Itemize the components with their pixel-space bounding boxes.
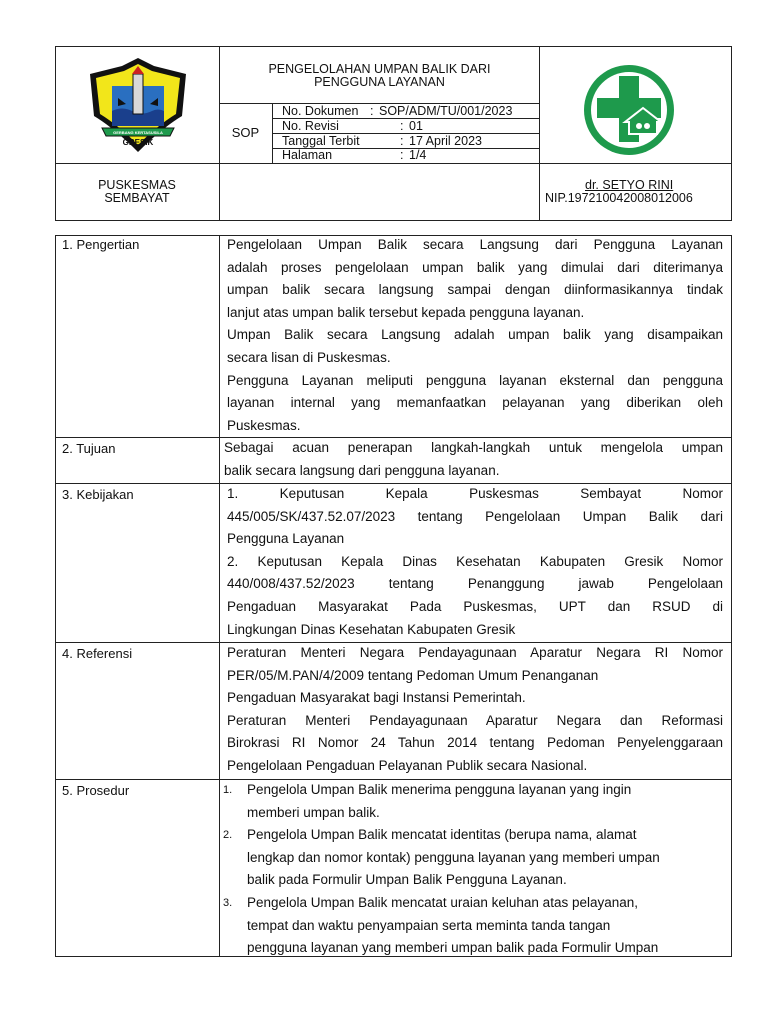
list-item-number: 1. [223, 784, 233, 796]
text-line: Pengelola Umpan Balik mencatat identitas (berupa nama, alamat [247, 827, 637, 843]
meta-label: Halaman [282, 148, 333, 162]
list-item-number: 2. [223, 829, 233, 842]
section-body-prosedur [223, 779, 720, 960]
text-line: tempat dan waktu penyampaian serta meminta tanda tangan [247, 917, 611, 933]
text-line: secara lisan di Puskesmas. [227, 349, 391, 365]
section-body-pengertian [227, 234, 723, 437]
meta-value: 01 [409, 119, 423, 133]
meta-value: 17 April 2023 [409, 134, 482, 148]
procedure-list [223, 779, 720, 960]
section-label-prosedur: 5. Prosedur [62, 783, 130, 798]
section-label-kebijakan: 3. Kebijakan [62, 487, 134, 502]
meta-value: SOP/ADM/TU/001/2023 [379, 104, 513, 118]
list-item [223, 892, 720, 960]
text-line: balik pada Formulir Umpan Balik Pengguna Layanan. [247, 872, 567, 888]
list-item-number: 3. [223, 896, 233, 909]
list-item [223, 779, 720, 824]
section-body-referensi [227, 642, 723, 778]
organization-name-line1: PUSKESMAS [98, 178, 176, 192]
text-line: Puskesmas. [227, 417, 301, 433]
text-line: Umpan Balik secara Langsung adalah umpan balik yang disampaikan [227, 327, 723, 343]
document-title-line1: PENGELOLAHAN UMPAN BALIK DARI [268, 62, 491, 76]
text-line: Pengaduan Masyarakat Pada Puskesmas, UPT dan RSUD di [227, 598, 723, 614]
text-line: lanjut atas umpan balik tersebut kepada pengguna layanan. [227, 304, 585, 320]
text-line: Pengguna Layanan meliputi pengguna layanan eksternal dan pengguna [227, 372, 723, 388]
text-line: adalah proses pengelolaan umpan balik yang dimulai dari diterimanya [227, 259, 723, 275]
document-title-line2: PENGGUNA LAYANAN [314, 75, 445, 89]
gresik-logo [82, 56, 194, 156]
meta-sep: : [400, 134, 404, 148]
sop-label: SOP [231, 125, 260, 140]
text-line: lengkap dan nomor kontak) pengguna layanan yang memberi umpan [247, 849, 660, 865]
section-label-tujuan: 2. Tujuan [62, 441, 116, 456]
meta-sep: : [400, 119, 404, 133]
text-line: balik secara langsung dari pengguna layanan. [224, 462, 500, 478]
text-line: umpan balik secara langsung sampai dengan diinformasikannya tindak [227, 282, 723, 298]
text-line: Pengelola Umpan Balik mencatat uraian keluhan atas pelayanan, [247, 894, 639, 910]
text-line: Peraturan Menteri Pendayagunaan Aparatur Negara dan Reformasi [227, 712, 723, 728]
section-body-tujuan [224, 437, 723, 482]
text-line: pengguna layanan yang memberi umpan balik pada Formulir Umpan [247, 940, 659, 956]
organization-name-line2: SEMBAYAT [104, 191, 170, 205]
puskesmas-logo [581, 62, 677, 158]
logo-gresik-text: GRESIK [122, 138, 154, 147]
text-line: PER/05/M.PAN/4/2009 tentang Pedoman Umum Penanganan [227, 667, 599, 683]
signer-nip: NIP.197210042008012006 [545, 191, 693, 205]
text-line: Pengelola Umpan Balik menerima pengguna layanan yang ingin [247, 782, 632, 797]
text-line: Pengguna Layanan [227, 531, 345, 547]
text-line: 445/005/SK/437.52.07/2023 tentang Pengelolaan Umpan Balik dari [227, 508, 723, 524]
text-line: 440/008/437.52/2023 tentang Penanggung jawab Pengelolaan [227, 576, 723, 592]
text-line: memberi umpan balik. [247, 804, 380, 820]
meta-value: 1/4 [409, 148, 427, 162]
section-label-referensi: 4. Referensi [62, 646, 133, 661]
text-line: Pengelolaan Umpan Balik secara Langsung dari Pengguna Layanan [227, 237, 723, 252]
text-line: Birokrasi RI Nomor 24 Tahun 2014 tentang Pedoman Penyelenggaraan [227, 735, 723, 751]
text-line: Lingkungan Dinas Kesehatan Kabupaten Gresik [227, 621, 516, 637]
text-line: layanan internal yang memanfaatkan pelayanan yang diberikan oleh [227, 395, 723, 411]
meta-label: No. Revisi [282, 119, 339, 133]
text-line: Pengelolaan Pengaduan Pelayanan Publik secara Nasional. [227, 757, 588, 773]
section-label-pengertian: 1. Pengertian [62, 237, 140, 252]
text-line: Sebagai acuan penerapan langkah-langkah untuk mengelola umpan [224, 440, 723, 455]
meta-sep: : [400, 148, 404, 162]
section-body-kebijakan [227, 483, 723, 641]
signer-name-text: dr. SETYO RINI [585, 178, 674, 192]
meta-label: No. Dokumen [282, 104, 359, 118]
logo-ribbon-text: GERBANG KERTASUSILA [113, 130, 163, 135]
meta-label: Tanggal Terbit [282, 134, 360, 148]
text-line: Pengaduan Masyarakat bagi Instansi Pemerintah. [227, 690, 526, 706]
meta-sep: : [370, 104, 374, 118]
text-line: 1. Keputusan Kepala Puskesmas Sembayat Nomor [227, 486, 723, 501]
text-line: Peraturan Menteri Negara Pendayagunaan Aparatur Negara RI Nomor [227, 645, 723, 660]
text-line: 2. Keputusan Kepala Dinas Kesehatan Kabupaten Gresik Nomor [227, 553, 723, 569]
list-item [223, 824, 720, 892]
